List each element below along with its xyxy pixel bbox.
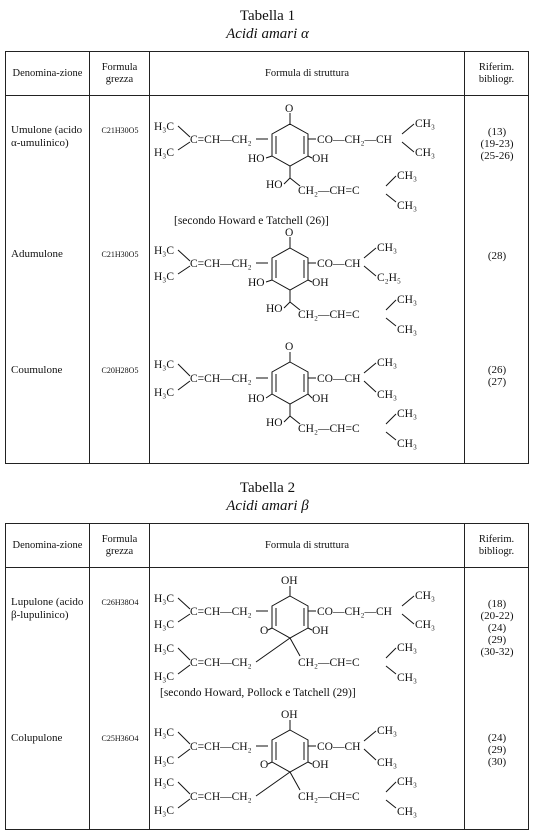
svg-text:HO: HO [248,277,265,289]
table2 [5,523,529,830]
svg-text:HO: HO [266,417,283,429]
table2-structures [150,568,464,830]
name-umulone: Umulone (acido α-umulinico) [11,124,83,149]
svg-text:CH₃: CH₃ [397,806,417,818]
header-riferimenti: Riferim. bibliogr. [465,52,529,96]
svg-text:CH₃: CH₃ [377,242,397,254]
refs-colupulone: (24) (29) (30) [487,732,507,768]
svg-text:CH₃: CH₃ [415,590,435,602]
svg-text:CH₃: CH₃ [377,725,397,737]
refs-coumulone: (26) (27) [487,364,507,388]
svg-text:O: O [285,227,294,239]
svg-text:C=CH—CH₂: C=CH—CH₂ [190,791,252,803]
formula-umulone: C21H30O5 [101,126,139,135]
svg-text:CH₃: CH₃ [397,642,417,654]
svg-text:H₃C: H₃C [154,619,174,631]
structure-coumulone [154,341,417,450]
structure-adumulone [154,227,417,336]
svg-text:CO—CH₂—CH: CO—CH₂—CH [317,606,392,618]
name-colupulone: Colupulone [11,732,63,744]
formula-colupulone: C25H36O4 [101,734,139,743]
formula-adumulone: C21H30O5 [101,250,139,259]
svg-text:CH₃: CH₃ [415,147,435,159]
table1 [5,51,529,464]
svg-text:H₃C: H₃C [154,671,174,683]
refs-umulone: (13) (19-23) (25-26) [480,126,514,162]
table2-body-row [6,568,529,830]
svg-text:CH₃: CH₃ [415,619,435,631]
table1-header-row [6,52,529,96]
svg-text:CH₃: CH₃ [377,757,397,769]
svg-text:H₃C: H₃C [154,245,174,257]
svg-text:CH₃: CH₃ [397,408,417,420]
table2-names-cell [6,568,90,830]
table1-structure-cell [150,96,465,464]
svg-text:H₃C: H₃C [154,755,174,767]
svg-text:CH₃: CH₃ [397,324,417,336]
table2-header-row [6,524,529,568]
svg-text:O: O [285,341,294,353]
name-lupulone: Lupulone (acido β-lupulinico) [11,596,84,621]
svg-text:O: O [260,759,269,771]
svg-text:H₃C: H₃C [154,271,174,283]
svg-text:H₃C: H₃C [154,359,174,371]
table2-refs-cell [465,568,529,830]
svg-text:C=CH—CH₂: C=CH—CH₂ [190,606,252,618]
svg-text:HO: HO [266,303,283,315]
svg-text:CH₃: CH₃ [377,357,397,369]
svg-text:CH₂—CH=C: CH₂—CH=C [298,791,360,803]
svg-text:H₃C: H₃C [154,593,174,605]
header-name: Denomina-zione [6,524,90,568]
structure-lupulone [154,575,435,699]
svg-text:CH₃: CH₃ [415,118,435,130]
svg-text:H₃C: H₃C [154,643,174,655]
header-formula-grezza: Formula grezza [90,524,150,568]
svg-text:C=CH—CH₂: C=CH—CH₂ [190,258,252,270]
svg-text:OH: OH [312,153,329,165]
name-coumulone: Coumulone [11,364,63,376]
table2-subtitle: Acidi amari β [226,498,309,514]
svg-text:OH: OH [281,709,298,721]
header-struttura: Formula di struttura [150,524,465,568]
svg-text:CO—CH: CO—CH [317,373,361,385]
svg-text:CH₂—CH=C: CH₂—CH=C [298,309,360,321]
refs-lupulone: (18) (20-22) (24) (29) (30-32) [480,598,514,658]
header-riferimenti: Riferim. bibliogr. [465,524,529,568]
structure-colupulone [154,709,417,818]
svg-text:OH: OH [312,393,329,405]
svg-text:CO—CH: CO—CH [317,741,361,753]
svg-text:CH₃: CH₃ [377,389,397,401]
header-name: Denomina-zione [6,52,90,96]
svg-text:H₃C: H₃C [154,805,174,817]
svg-text:CH₂—CH=C: CH₂—CH=C [298,185,360,197]
svg-text:O: O [260,625,269,637]
svg-text:CH₃: CH₃ [397,200,417,212]
svg-text:C=CH—CH₂: C=CH—CH₂ [190,741,252,753]
table1-body-row [6,96,529,464]
name-adumulone: Adumulone [11,248,63,260]
svg-text:CH₂—CH=C: CH₂—CH=C [298,423,360,435]
svg-text:CH₂—CH=C: CH₂—CH=C [298,657,360,669]
table2-title: Tabella 2 [239,480,296,496]
table1-subtitle: Acidi amari α [226,26,309,42]
svg-text:OH: OH [312,759,329,771]
svg-text:H₃C: H₃C [154,727,174,739]
svg-text:CH₃: CH₃ [397,776,417,788]
svg-text:HO: HO [248,153,265,165]
table1-refs-cell [465,96,529,464]
note-umulone: [secondo Howard e Tatchell (26)] [174,215,329,227]
svg-text:C=CH—CH₂: C=CH—CH₂ [190,134,252,146]
svg-text:H₃C: H₃C [154,777,174,789]
svg-text:OH: OH [312,625,329,637]
table1-names-cell [6,96,90,464]
svg-text:C=CH—CH₂: C=CH—CH₂ [190,373,252,385]
svg-text:HO: HO [266,179,283,191]
svg-text:CH₃: CH₃ [397,170,417,182]
refs-adumulone: (28) [487,250,507,262]
svg-text:CH₃: CH₃ [397,672,417,684]
svg-text:CH₃: CH₃ [397,294,417,306]
svg-text:C=CH—CH₂: C=CH—CH₂ [190,657,252,669]
svg-text:H₃C: H₃C [154,147,174,159]
note-lupulone: [secondo Howard, Pollock e Tatchell (29)] [160,687,356,699]
table2-structure-cell [150,568,465,830]
structure-umulone [154,103,435,227]
table1-structures [150,96,464,462]
svg-text:CO—CH: CO—CH [317,258,361,270]
table1-title: Tabella 1 [239,8,296,24]
svg-text:H₃C: H₃C [154,387,174,399]
table2-formula-cell [90,568,150,830]
header-struttura: Formula di struttura [150,52,465,96]
header-formula-grezza: Formula grezza [90,52,150,96]
svg-text:OH: OH [312,277,329,289]
svg-text:O: O [285,103,294,115]
svg-text:H₃C: H₃C [154,121,174,133]
svg-text:HO: HO [248,393,265,405]
formula-coumulone: C20H28O5 [101,366,139,375]
svg-text:C₂H₅: C₂H₅ [377,272,401,284]
formula-lupulone: C26H38O4 [101,598,139,607]
table1-formula-cell [90,96,150,464]
svg-text:CH₃: CH₃ [397,438,417,450]
svg-text:CO—CH₂—CH: CO—CH₂—CH [317,134,392,146]
svg-text:OH: OH [281,575,298,587]
